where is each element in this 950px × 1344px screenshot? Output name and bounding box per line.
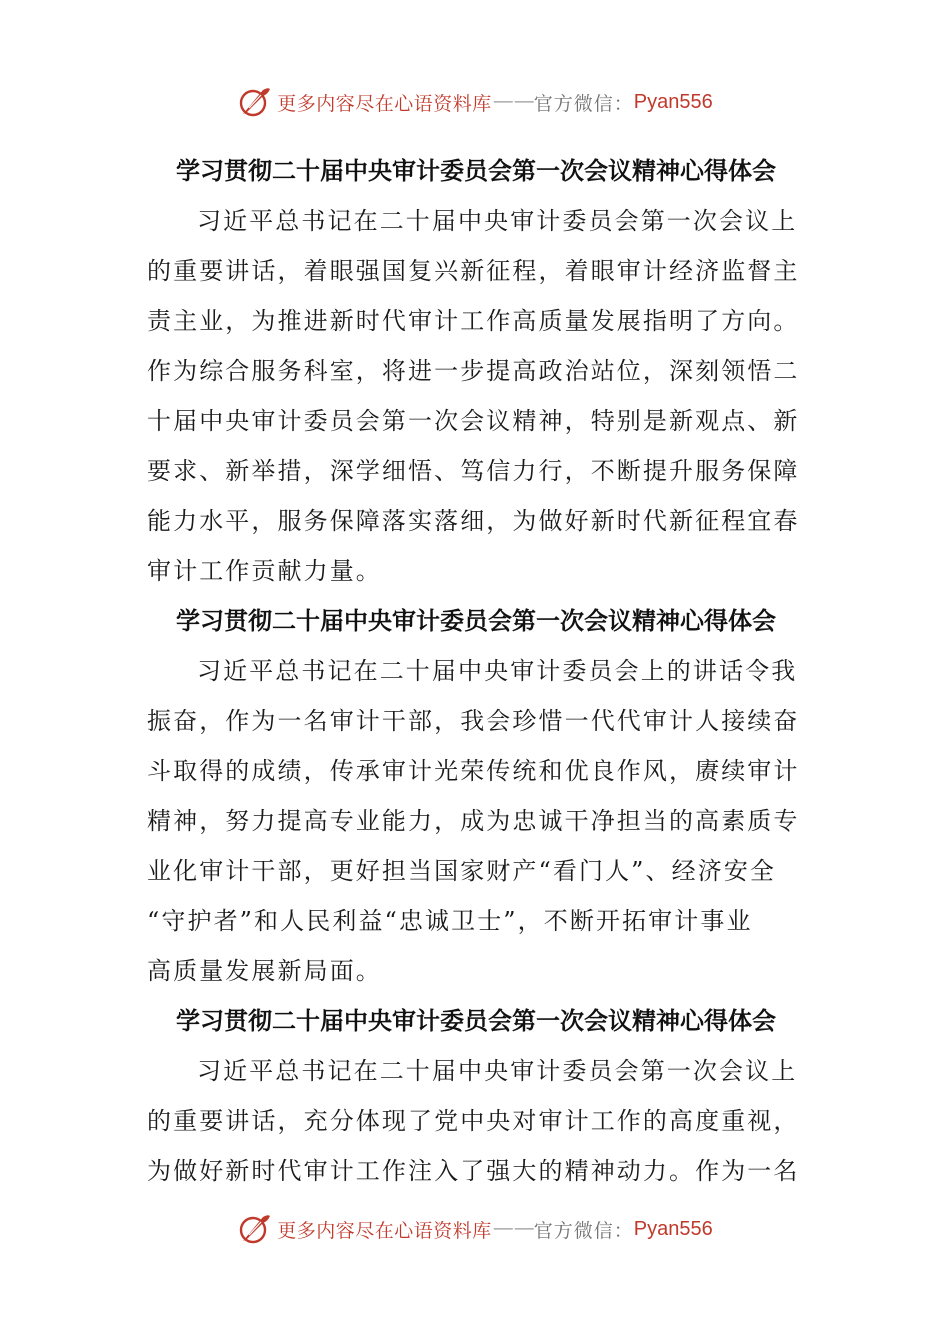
paragraph-line: 的重要讲话，着眼强国复兴新征程，着眼审计经济监督主 (147, 257, 800, 285)
document-body (147, 146, 805, 1196)
banner-main-text: 更多内容尽在心语资料库 (277, 1219, 492, 1242)
banner-dash: — (493, 91, 511, 112)
banner-official-label: 官方微信： (533, 1219, 634, 1242)
banner-wechat-id: Pyan556 (633, 90, 713, 113)
paragraph-line: 的重要讲话，充分体现了党中央对审计工作的高度重视， (147, 1107, 800, 1135)
paragraph-line: 习近平总书记在二十届中央审计委员会第一次会议上 (197, 207, 798, 235)
banner-official-label: 官方微信： (533, 92, 634, 115)
paragraph-line: 作为综合服务科室，将进一步提高政治站位，深刻领悟二 (147, 357, 800, 385)
banner-wechat-id: Pyan556 (633, 1217, 713, 1240)
paragraph-line: 习近平总书记在二十届中央审计委员会上的讲话令我 (197, 657, 798, 685)
section-title-2: 学习贯彻二十届中央审计委员会第一次会议精神心得体会 (176, 607, 776, 635)
footer-banner (0, 1209, 950, 1249)
quill-logo-icon (237, 84, 273, 120)
section-title-3: 学习贯彻二十届中央审计委员会第一次会议精神心得体会 (176, 1007, 776, 1035)
paragraph-line: 审计工作贡献力量。 (147, 557, 382, 585)
section-paragraph-3 (147, 1046, 805, 1196)
paragraph-line: 振奋，作为一名审计干部，我会珍惜一代代审计人接续奋 (147, 707, 800, 735)
paragraph-line: 斗取得的成绩，传承审计光荣传统和优良作风，赓续审计 (147, 757, 800, 785)
section-paragraph-1 (147, 196, 805, 596)
banner-dash-extension: — (514, 1218, 532, 1239)
header-banner (0, 82, 950, 122)
paragraph-line: 精神，努力提高专业能力，成为忠诚干净担当的高素质专 (147, 807, 800, 835)
banner-main-text: 更多内容尽在心语资料库 (277, 92, 492, 115)
paragraph-line: 业化审计干部，更好担当国家财产“看门人”、经济安全 (147, 857, 777, 885)
paragraph-line: 要求、新举措，深学细悟、笃信力行，不断提升服务保障 (147, 457, 800, 485)
paragraph-line: 为做好新时代审计工作注入了强大的精神动力。作为一名 (147, 1157, 800, 1185)
section-title-1: 学习贯彻二十届中央审计委员会第一次会议精神心得体会 (176, 157, 776, 185)
paragraph-line: 高质量发展新局面。 (147, 957, 382, 985)
banner-dash-extension: — (514, 91, 532, 112)
paragraph-line: 责主业，为推进新时代审计工作高质量发展指明了方向。 (147, 307, 800, 335)
section-paragraph-2 (147, 646, 805, 996)
paragraph-line: “守护者”和人民利益“忠诚卫士”，不断开拓审计事业 (147, 907, 753, 935)
paragraph-line: 习近平总书记在二十届中央审计委员会第一次会议上 (197, 1057, 798, 1085)
paragraph-line: 能力水平，服务保障落实落细，为做好新时代新征程宜春 (147, 507, 800, 535)
banner-dash: — (493, 1218, 511, 1239)
paragraph-line: 十届中央审计委员会第一次会议精神，特别是新观点、新 (147, 407, 800, 435)
quill-logo-icon (237, 1211, 273, 1247)
